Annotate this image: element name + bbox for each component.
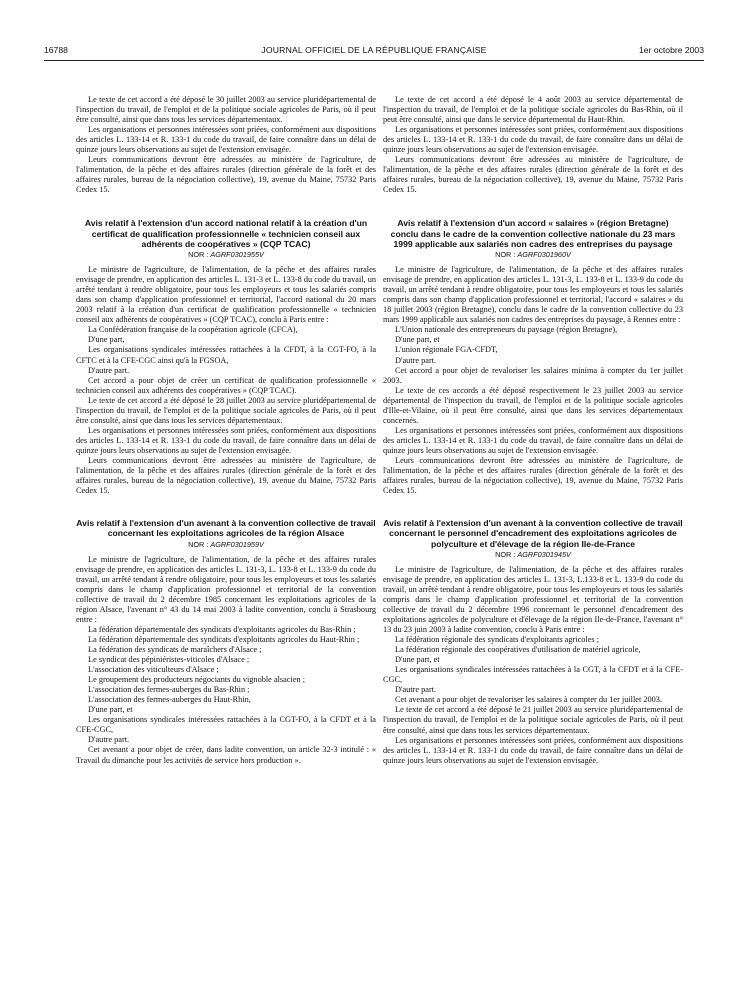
paragraph: Le ministre de l'agriculture, de l'alimentation, de la pêche et des affaires rurales envisage de prendre, en application des articles L. 131-3, L.133-8 et L. 133-9 du code du travail, un arrêté tendant à rendre obligatoire, pour tous les employeurs et tous les salariés compris dans le champ d'application professionnel et territorial de la convention collective de travail du 2 décembre 1996 concernant le personnel d'encadrement des exploitations agricoles de polyculture et d'élevage de la région Ile-de-France, l'avenant n° 13 du 23 juin 2003 à ladite convention, conclu à Paris entre :: [383, 564, 683, 635]
nor-code: AGRF0301959V: [210, 539, 264, 549]
paragraph: La fédération des syndicats de maraîchers d'Alsace ;: [88, 644, 262, 654]
paragraph: Cet avenant a pour objet de revaloriser les salaires à compter du 1er juillet 2003.: [395, 695, 663, 705]
paragraph: Le ministre de l'agriculture, de l'alimentation, de la pêche et des affaires rurales envisage de prendre, en application des articles L. 131-3 et L. 133-8 du code du travail, un arrêté tendant à rendre obligatoire, pour tous les employeurs et tous les salariés compris dans son champ d'application professionnel et territorial, l'accord national du 20 mars 2003 relatif à la création d'un certificat de qualification professionnelle « technicien conseil aux adhérents de coopératives » (CQP TCAC), conclu à Paris entre :: [76, 265, 376, 325]
paragraph: Leurs communications devront être adressées au ministère de l'agriculture, de l'alimentation, de la pêche et des affaires rurales (direction générale de la forêt et des affaires rurales, bureau de la négociation collective), 19, avenue du Maine, 75732 Paris Cedex 15.: [76, 155, 376, 195]
paragraph: D'autre part.: [395, 685, 437, 695]
paragraph: La fédération départementale des syndicats d'exploitants agricoles du Bas-Rhin ;: [88, 624, 356, 634]
notice-section: [76, 518, 376, 765]
nor-reference: [76, 250, 376, 259]
paragraph: Leurs communications devront être adressées au ministère de l'agriculture, de l'alimentation, de la pêche et des affaires rurales (direction générale de la forêt et des affaires rurales, bureau de la négociation collective), 19, avenue du Maine, 75732 Paris Cedex 15.: [76, 455, 376, 496]
paragraph: L'association des fermes-auberges du Bas-Rhin ;: [88, 685, 250, 695]
nor-code: AGRF0301955V: [210, 250, 264, 260]
nor-code: AGRF0301960V: [517, 250, 571, 260]
paragraph: D'autre part.: [88, 735, 130, 745]
paragraph: Cet avenant a pour objet de créer, dans ladite convention, un article 32-3 intitulé : « Travail du dimanche pour les activités de service hors production ».: [76, 745, 376, 765]
paragraph: D'une part, et: [88, 705, 133, 715]
paragraph: Le texte de cet accord a été déposé le 28 juillet 2003 au service pluridépartemental de l'inspection du travail, de l'emploi et de la politique sociale agricoles de Paris, où il peut être consulté, ainsi que dans tous les services départementaux.: [76, 395, 376, 425]
paragraph: Les organisations syndicales intéressées rattachées à la CFDT, à la CGT-FO, à la CFTC et à la CFE-CGC ainsi qu'à la FGSOA,: [76, 345, 376, 365]
header-rule: [44, 60, 704, 61]
page-number: 16788: [44, 45, 68, 55]
paragraph: Le ministre de l'agriculture, de l'alimentation, de la pêche et des affaires rurales envisage de prendre, en application des articles L. 131-3, L. 133-8 et L. 133-9 du code du travail, un arrêté tendant à rendre obligatoire, pour tous les employeurs et tous les salariés compris dans son champ d'application professionnel et territorial, l'accord « salaires » du 18 juillet 2003 (région Bretagne), conclu dans le cadre de la convention collective du 23 mars 1999 applicable aux salariés non cadres des entreprises du paysage, à Rennes entre :: [383, 265, 683, 325]
intro-block: [76, 95, 376, 195]
paragraph: La fédération régionale des syndicats d'exploitants agricoles ;: [395, 635, 600, 645]
paragraph: Le texte de ces accords a été déposé respectivement le 23 juillet 2003 au service départemental de l'inspection du travail, de l'emploi et de la politique sociale agricoles d'Ille-et-Vilaine, où il peut être consulté, ainsi que dans les services départementaux concernés.: [383, 385, 683, 425]
section-title: Avis relatif à l'extension d'un avenant à la convention collective de travail concernant les exploitations agricoles de la région Alsace: [76, 518, 376, 539]
nor-label: NOR :: [188, 539, 209, 549]
paragraph: Les organisations syndicales intéressées rattachées à la CGT-FO, à la CFDT et à la CFE-CGC,: [76, 715, 376, 735]
paragraph: D'autre part.: [88, 365, 130, 375]
paragraph: Le syndicat des pépiniéristes-viticoles d'Alsace ;: [88, 655, 250, 665]
paragraph: La fédération départementale des syndicats d'exploitants agricoles du Haut-Rhin ;: [88, 634, 360, 644]
page-header: [44, 45, 704, 59]
paragraph: D'une part, et: [395, 335, 440, 345]
right-column: [383, 95, 683, 975]
nor-reference: [76, 540, 376, 549]
paragraph: Les organisations et personnes intéressées sont priées, conformément aux dispositions des articles L. 133-14 et R. 133-1 du code du travail, de faire connaître dans un délai de quinze jours leurs observations au sujet de l'extension envisagée.: [76, 125, 376, 155]
paragraph: La Confédération française de la coopération agricole (CFCA),: [88, 325, 298, 335]
paragraph: L'union régionale FGA-CFDT,: [395, 345, 498, 355]
notice-section: [76, 218, 376, 496]
nor-label: NOR :: [495, 549, 516, 559]
paragraph: Les organisations et personnes intéressées sont priées, conformément aux dispositions des articles L. 133-14 et R. 133-1 du code du travail, de faire connaître dans un délai de quinze jours leurs observations au sujet de l'extension envisagée.: [383, 735, 683, 765]
paragraph: Leurs communications devront être adressées au ministère de l'agriculture, de l'alimentation, de la pêche et des affaires rurales (direction générale de la forêt et des affaires rurales, bureau de la négociation collective), 19, avenue du Maine, 75732 Paris Cedex 15.: [383, 155, 683, 195]
paragraph: Le ministre de l'agriculture, de l'alimentation, de la pêche et des affaires rurales envisage de prendre, en application des articles L. 131-3, L. 133-8 et L. 133-9 du code du travail, un arrêté tendant à rendre obligatoire, pour tous les employeurs et tous les salariés compris dans le champ d'application professionnel et territorial de la convention collective de travail du 2 décembre 1985 concernant les exploitations agricoles de la région Alsace, l'avenant n° 43 du 14 mai 2003 à ladite convention, conclu à Strasbourg entre :: [76, 554, 376, 624]
notice-section: [383, 518, 683, 766]
section-title: Avis relatif à l'extension d'un accord « salaires » (région Bretagne) conclu dans le cadre de la convention collective nationale du 23 mars 1999 applicable aux salariés non cadres des entreprises du paysage: [390, 218, 676, 249]
paragraph: L'association des viticulteurs d'Alsace ;: [88, 665, 219, 675]
paragraph: Les organisations et personnes intéressées sont priées, conformément aux dispositions des articles L. 133-14 et R. 133-1 du code du travail, de faire connaître dans un délai de quinze jours leurs observations au sujet de l'extension envisagée.: [76, 425, 376, 455]
paragraph: Les organisations et personnes intéressées sont priées, conformément aux dispositions des articles L. 133-14 et R. 133-1 du code du travail, de faire connaître dans un délai de quinze jours leurs observations au sujet de l'extension envisagée.: [383, 125, 683, 155]
paragraph: Le texte de cet accord a été déposé le 30 juillet 2003 au service pluridépartemental de l'inspection du travail, de l'emploi et de la politique sociale agricoles de Paris, où il peut être consulté, ainsi que dans tous les services départementaux.: [76, 95, 376, 125]
intro-block: [383, 95, 683, 195]
section-title: Avis relatif à l'extension d'un avenant à la convention collective de travail concernant le personnel d'encadrement des exploitations agricoles de polyculture et d'élevage de la région Ile-de-France: [383, 518, 683, 549]
paragraph: Les organisations syndicales intéressées rattachées à la CGT, à la CFDT et à la CFE-CGC,: [383, 665, 683, 685]
paragraph: D'une part, et: [395, 655, 440, 665]
paragraph: La fédération régionale des coopératives d'utilisation de matériel agricole,: [395, 645, 641, 655]
nor-label: NOR :: [188, 250, 209, 260]
section-title: Avis relatif à l'extension d'un accord national relatif à la création d'un certificat de qualification professionnelle « technicien conseil aux adhérents de coopératives » (CQP TCAC): [84, 218, 368, 249]
nor-label: NOR :: [495, 250, 516, 260]
nor-reference: [383, 550, 683, 559]
journal-title: JOURNAL OFFICIEL DE LA RÉPUBLIQUE FRANÇAISE: [261, 45, 487, 55]
paragraph: Le groupement des producteurs négociants du vignoble alsacien ;: [88, 675, 306, 685]
paragraph: L'Union nationale des entrepreneurs du paysage (région Bretagne),: [395, 325, 618, 335]
paragraph: D'autre part.: [395, 355, 437, 365]
paragraph: Les organisations et personnes intéressées sont priées, conformément aux dispositions des articles L. 133-14 et R. 133-1 du code du travail, de faire connaître dans un délai de quinze jours leurs observations au sujet de l'extension envisagée.: [383, 425, 683, 455]
nor-reference: [383, 250, 683, 259]
paragraph: Le texte de cet accord a été déposé le 4 août 2003 au service départemental de l'inspection du travail, de l'emploi et de la politique sociale agricoles du Bas-Rhin, où il peut être consulté, ainsi que dans le service départemental du Haut-Rhin.: [383, 95, 683, 125]
nor-code: AGRF0301945V: [517, 549, 571, 559]
paragraph: Leurs communications devront être adressées au ministère de l'agriculture, de l'alimentation, de la pêche et des affaires rurales (direction générale de la forêt et des affaires rurales, bureau de la négociation collective), 19, avenue du Maine, 75732 Paris Cedex 15.: [383, 455, 683, 496]
paragraph: Le texte de cet accord a été déposé le 21 juillet 2003 au service pluridépartemental de l'inspection du travail, de l'emploi et de la politique sociale agricoles de Paris, où il peut être consulté, ainsi que dans tous les services départementaux.: [383, 705, 683, 735]
paragraph: Cet accord a pour objet de créer un certificat de qualification professionnelle « technicien conseil aux adhérents des coopératives » (CQP TCAC).: [76, 375, 376, 395]
paragraph: L'association des fermes-auberges du Haut-Rhin,: [88, 695, 251, 705]
left-column: [76, 95, 376, 975]
paragraph: D'une part,: [88, 335, 125, 345]
publication-date: 1er octobre 2003: [639, 45, 704, 55]
paragraph: Cet accord a pour objet de revaloriser les salaires minima à compter du 1er juillet 2003.: [383, 365, 683, 385]
notice-section: [383, 218, 683, 496]
